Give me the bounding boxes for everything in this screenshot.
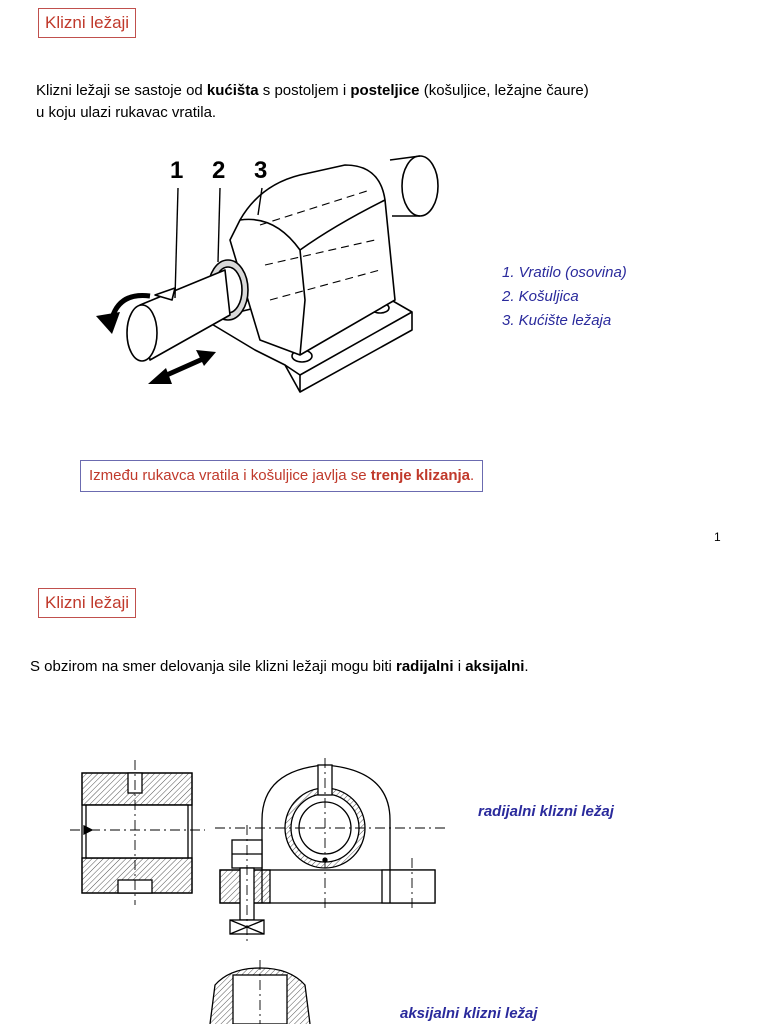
label-axial-bearing: aksijalni klizni ležaj	[400, 1005, 538, 1022]
note-bold: trenje klizanja	[370, 467, 470, 484]
page-title: Klizni ležaji	[38, 8, 136, 38]
label-radial-bearing: radijalni klizni ležaj	[478, 803, 614, 820]
intro-bold-kuciste: kućišta	[206, 82, 259, 99]
legend-item: 2. Košuljica	[502, 288, 579, 305]
intro-bold-radijalni: radijalni	[396, 658, 454, 675]
figure-number-3: 3	[254, 157, 268, 184]
page-number: 1	[714, 530, 721, 544]
page-title: Klizni ležaji	[38, 588, 136, 618]
intro-text: i	[453, 658, 466, 675]
note-text: .	[470, 467, 475, 484]
intro-text: S obzirom na smer delovanja sile klizni ležaji mogu biti	[30, 658, 396, 675]
intro-text: (košuljice, ležajne čaure)	[419, 82, 589, 99]
figure-number-2: 2	[212, 157, 226, 184]
intro-text: .	[524, 658, 529, 675]
note-text: Između rukavca vratila i košuljice javlja se	[89, 467, 371, 484]
legend-item: 3. Kućište ležaja	[502, 312, 612, 329]
intro-bold-aksijalni: aksijalni	[465, 658, 525, 675]
legend-item: 1. Vratilo (osovina)	[502, 264, 627, 281]
intro-text: s postoljem i	[258, 82, 351, 99]
intro-text-line2: u koju ulazi rukavac vratila.	[36, 104, 217, 121]
figure-number-1: 1	[170, 157, 184, 184]
intro-bold-posteljice: posteljice	[350, 82, 420, 99]
intro-text: Klizni ležaji se sastoje od	[36, 82, 207, 99]
